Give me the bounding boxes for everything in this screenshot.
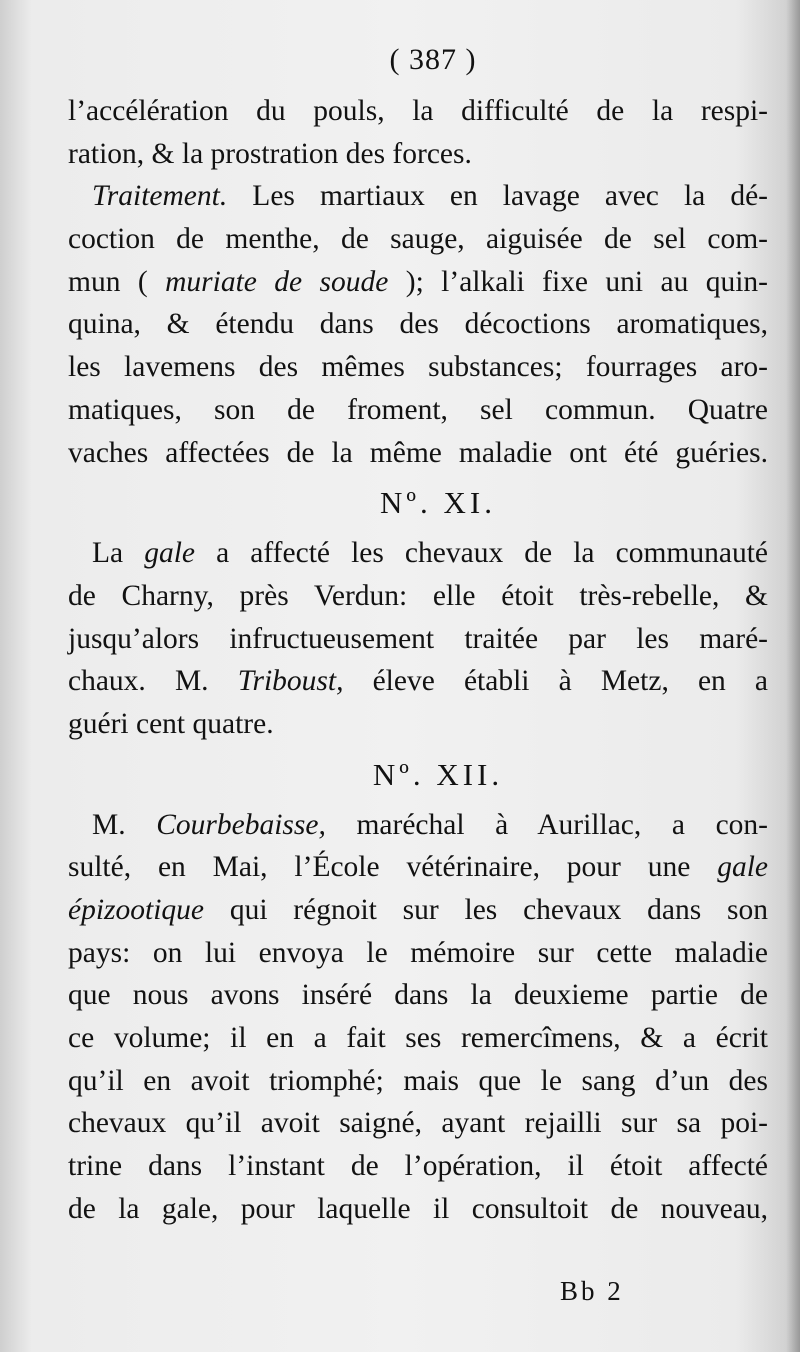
- text-line: M. Courbebaisse, maréchal à Aurillac, a con-: [92, 808, 768, 841]
- text-line: jusqu’alors infructueusement traitée par les maré-: [68, 622, 768, 655]
- text-line: les lavemens des mêmes substances; fourrages aro-: [68, 351, 768, 384]
- text-line: ration, & la prostration des forces.: [68, 137, 472, 170]
- text-line: chevaux qu’il avoit saigné, ayant rejailli sur sa poi-: [68, 1107, 768, 1140]
- text-line: l’accélération du pouls, la difficulté de la respi-: [68, 95, 768, 127]
- text-line: mun ( muriate de soude ); l’alkali fixe uni au quin-: [68, 265, 769, 298]
- page-text: [68, 30, 768, 1231]
- traitement-line: Traitement. Les martiaux en lavage avec la dé-: [92, 180, 769, 213]
- traitement-label: Traitement.: [92, 180, 228, 213]
- text-line: La gale a affecté les chevaux de la communauté: [92, 537, 768, 570]
- text-line: de la gale, pour laquelle il consultoit de nouveau,: [68, 1192, 768, 1225]
- text-line: matiques, son de froment, sel commun. Quatre: [68, 393, 768, 426]
- text-line: ce volume; il en a fait ses remercîmens, & a écrit: [68, 1022, 768, 1055]
- text-line: coction de menthe, de sauge, aiguisée de sel com-: [68, 223, 768, 256]
- page-edge-shadow: [786, 0, 800, 1352]
- text-line: guéri cent quatre.: [68, 707, 274, 740]
- page-number: ( 387 ): [389, 43, 477, 76]
- text-line: épizootique qui régnoit sur les chevaux dans son: [68, 894, 768, 926]
- signature-mark: Bb 2: [560, 1276, 624, 1306]
- text-line: quina, & étendu dans des décoctions aromatiques,: [68, 308, 768, 341]
- text-line: vaches affectées de la même maladie ont été guéries.: [68, 436, 768, 469]
- text-line: de Charny, près Verdun: elle étoit très-rebelle, &: [68, 579, 768, 612]
- text-line: chaux. M. Triboust, éleve établi à Metz, en a: [68, 665, 769, 698]
- text-line: pays: on lui envoya le mémoire sur cette maladie: [68, 936, 768, 969]
- text-line: qu’il en avoit triomphé; mais que le sang d’un des: [68, 1064, 768, 1097]
- text-line: que nous avons inséré dans la deuxieme partie de: [68, 979, 768, 1012]
- text-line: sulté, en Mai, l’École vétérinaire, pour une gale: [68, 851, 769, 884]
- section-heading-12: Nº. XII.: [372, 756, 504, 792]
- section-heading-11: Nº. XI.: [380, 485, 496, 521]
- text-line: trine dans l’instant de l’opération, il étoit affecté: [68, 1150, 768, 1183]
